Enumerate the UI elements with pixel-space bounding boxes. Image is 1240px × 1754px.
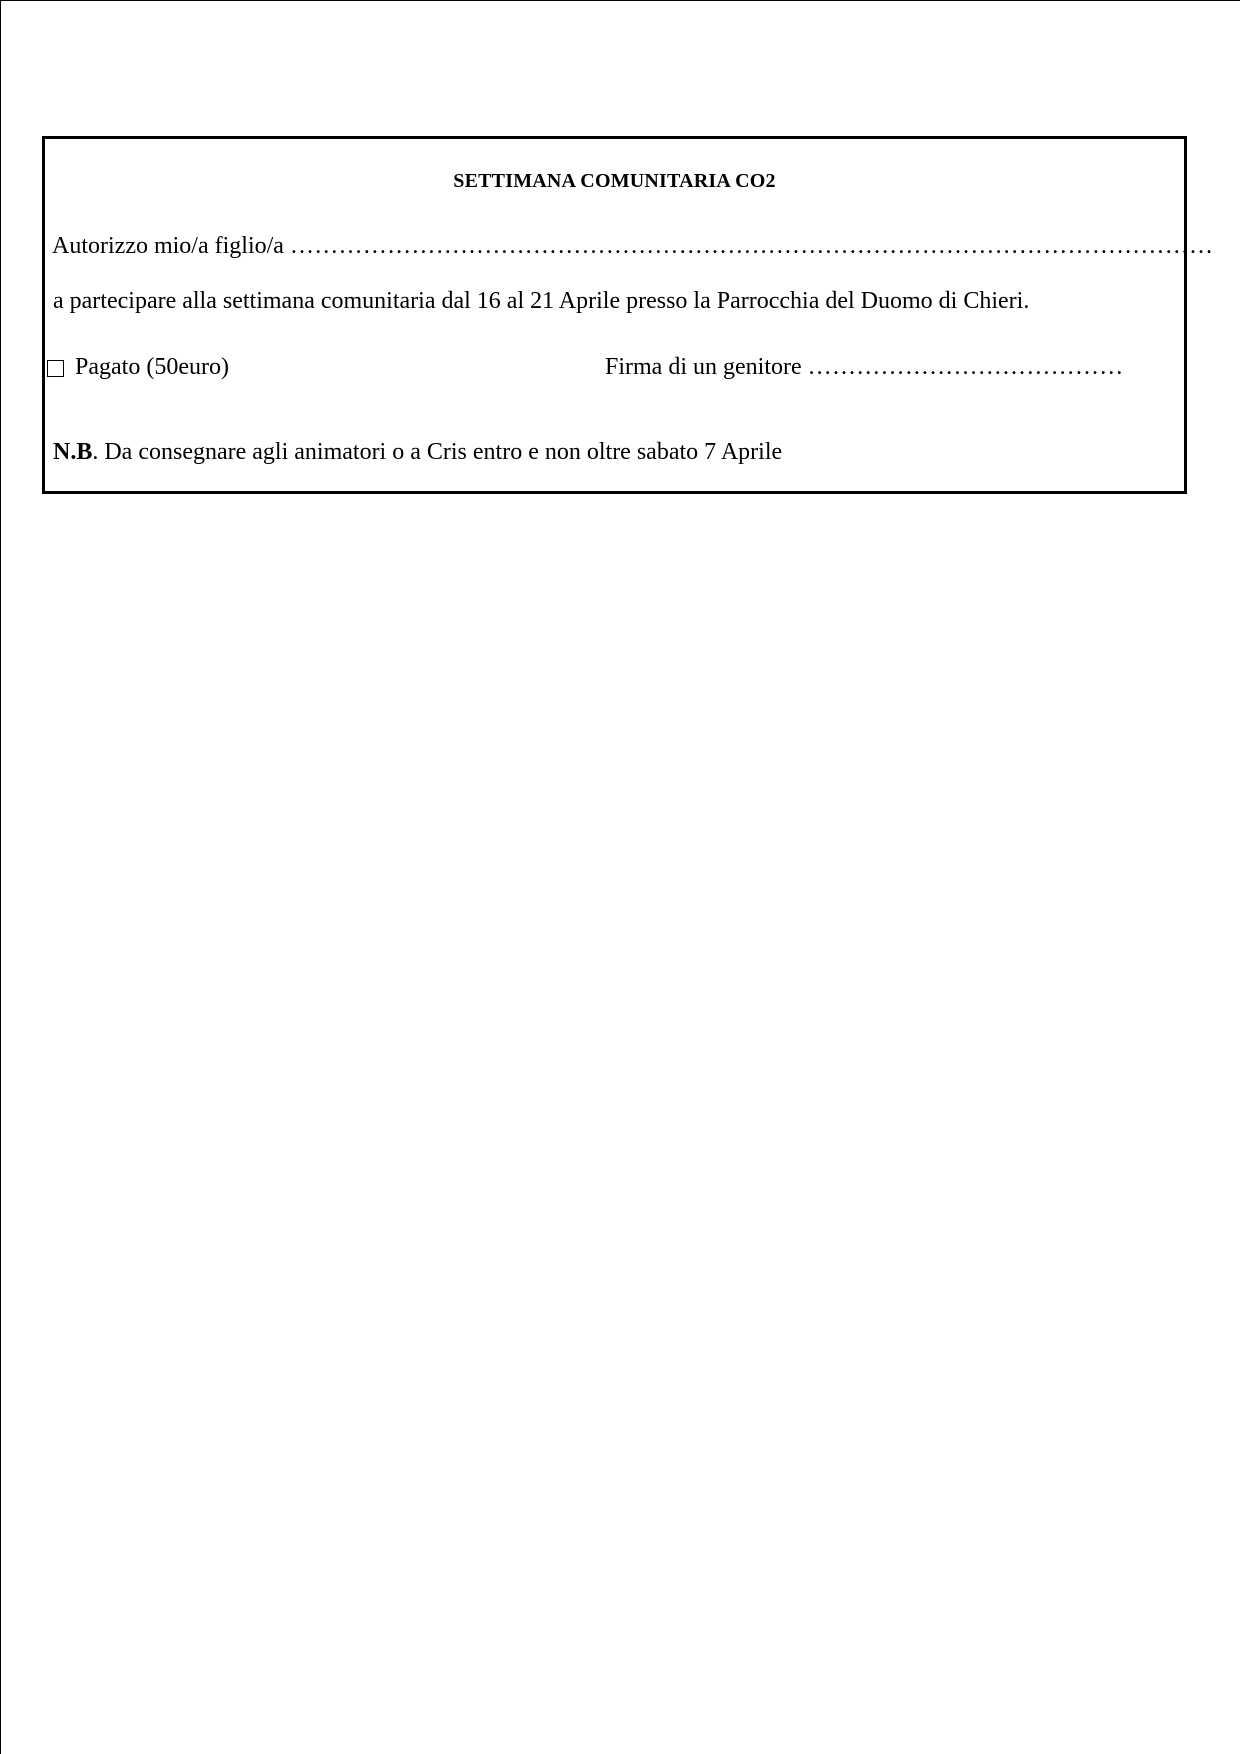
page-border-top — [0, 0, 1240, 1]
paid-checkbox[interactable] — [47, 360, 64, 377]
note-text: . Da consegnare agli animatori o a Cris entro e non oltre sabato 7 Aprile — [92, 439, 783, 465]
authorization-form — [42, 136, 1214, 494]
signature-line — [605, 354, 1124, 381]
authorize-line — [52, 233, 1213, 260]
paid-line — [47, 354, 229, 381]
paid-label: Pagato (50euro) — [75, 354, 229, 380]
signature-field[interactable]: ………………………………… — [807, 354, 1124, 380]
participation-text: a partecipare alla settimana comunitaria dal 16 al 21 Aprile presso la Parrocchia del Duomo di Chieri. — [53, 288, 1030, 314]
note-line — [53, 439, 782, 466]
signature-label: Firma di un genitore — [605, 354, 802, 380]
page-border-left — [0, 0, 1, 1754]
child-name-field[interactable]: …………………………………………………………………………………………………… — [289, 233, 1214, 259]
form-title: SETTIMANA COMUNITARIA CO2 — [453, 170, 776, 192]
authorize-label: Autorizzo mio/a figlio/a — [52, 233, 284, 259]
note-prefix: N.B — [53, 439, 93, 465]
